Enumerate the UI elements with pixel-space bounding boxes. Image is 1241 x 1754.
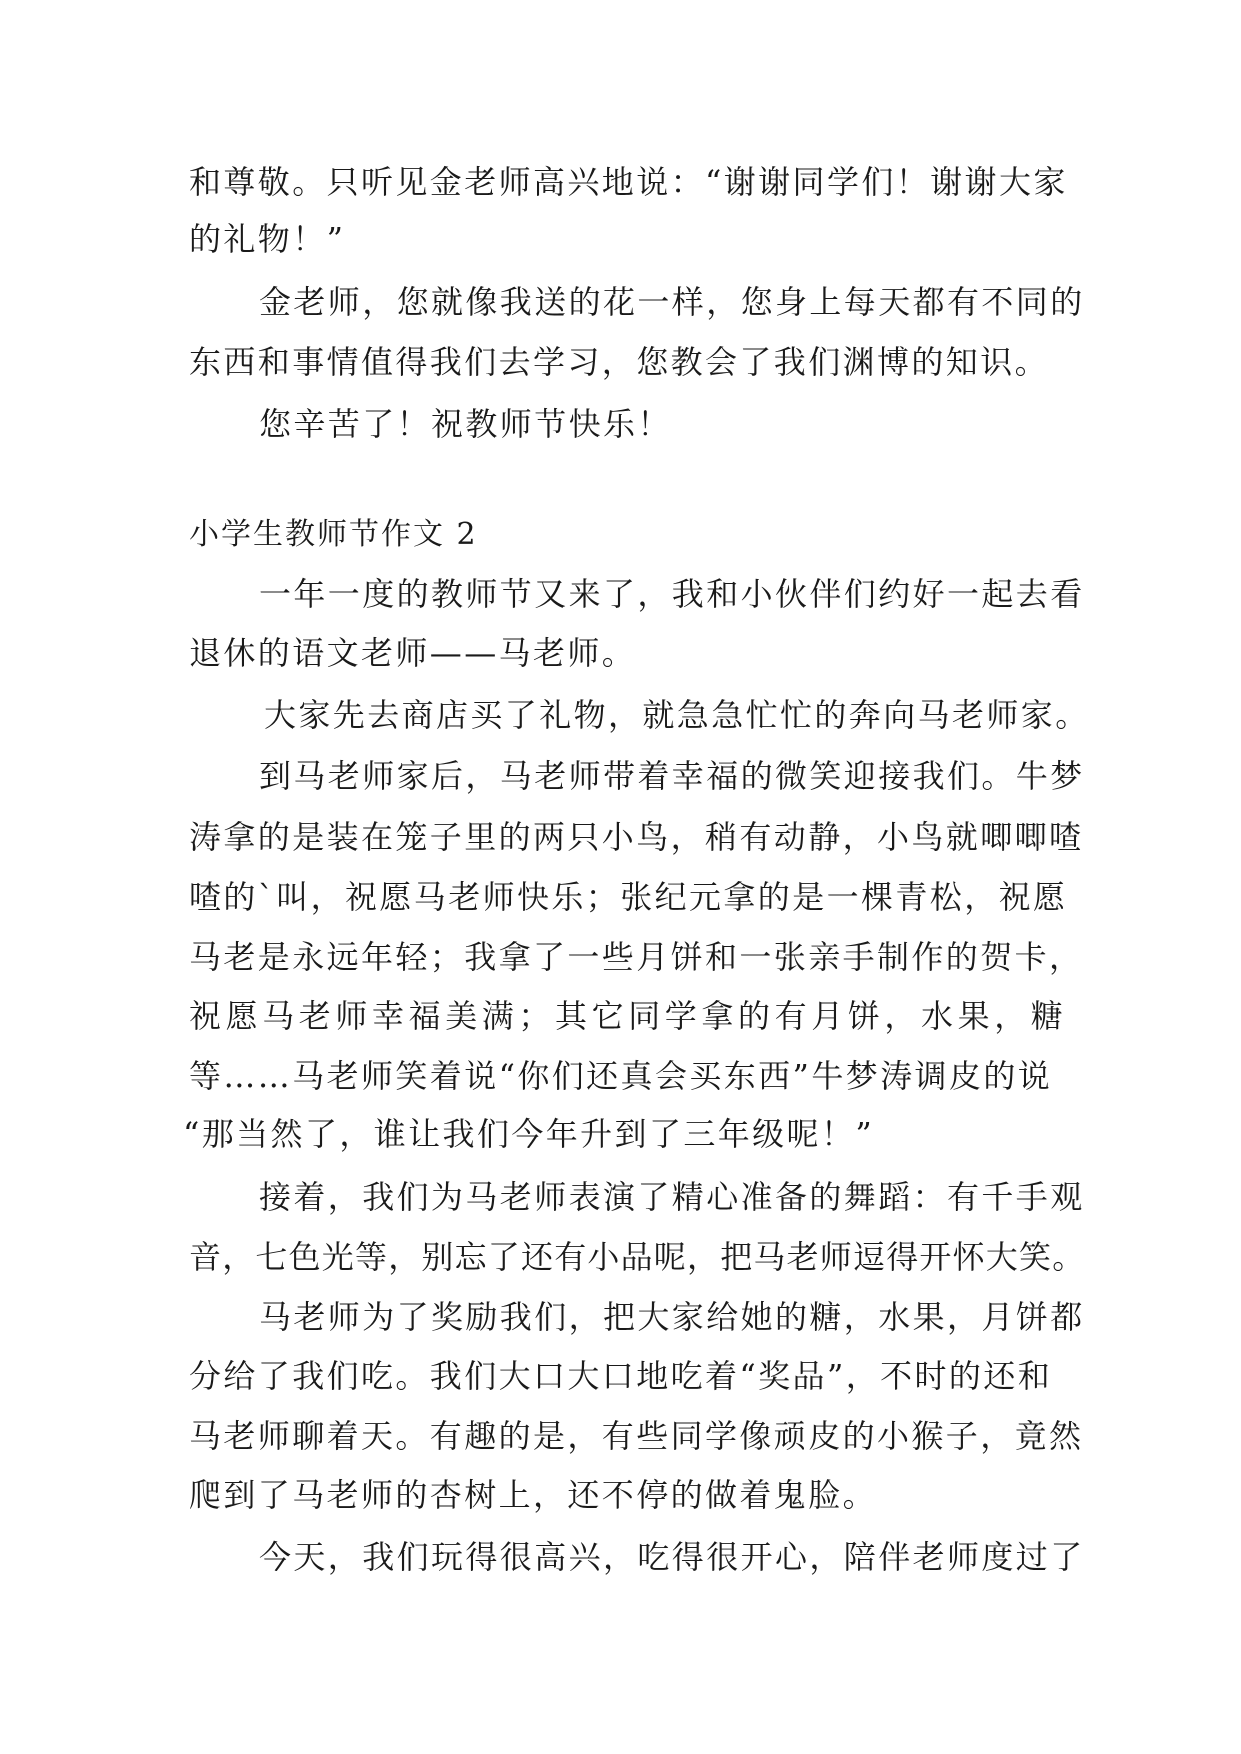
text-line: 祝愿马老师幸福美满；其它同学拿的有月饼，水果，糖 — [189, 997, 1068, 1035]
text-line: 您辛苦了！祝教师节快乐！ — [259, 405, 672, 443]
text-line: 金老师，您就像我送的花一样，您身上每天都有不同的 — [259, 283, 1085, 321]
text-line: 等……马老师笑着说“你们还真会买东西”牛梦涛调皮的说 — [189, 1057, 1053, 1095]
text-line: 和尊敬。只听见金老师高兴地说：“谢谢同学们！谢谢大家 — [189, 163, 1068, 201]
text-line: 今天，我们玩得很高兴，吃得很开心，陪伴老师度过了 — [259, 1538, 1085, 1576]
text-line: 爬到了马老师的杏树上，还不停的做着鬼脸。 — [189, 1476, 878, 1514]
text-line: 马老师聊着天。有趣的是，有些同学像顽皮的小猴子，竟然 — [189, 1417, 1084, 1455]
text-line: 涛拿的是装在笼子里的两只小鸟，稍有动静，小鸟就唧唧喳 — [189, 818, 1084, 856]
text-line: 到马老师家后，马老师带着幸福的微笑迎接我们。牛梦 — [259, 757, 1085, 795]
section-title: 小学生教师节作文 2 — [189, 517, 478, 552]
text-line: 大家先去商店买了礼物，就急急忙忙的奔向马老师家。 — [264, 696, 1090, 734]
text-line: 喳的`叫，祝愿马老师快乐；张纪元拿的是一棵青松，祝愿 — [189, 878, 1068, 916]
text-line: 分给了我们吃。我们大口大口地吃着“奖品”，不时的还和 — [189, 1357, 1053, 1395]
text-line: 音，七色光等，别忘了还有小品呢，把马老师逗得开怀大笑。 — [189, 1238, 1086, 1276]
text-line: 马老师为了奖励我们，把大家给她的糖，水果，月饼都 — [259, 1298, 1085, 1336]
text-line: 接着，我们为马老师表演了精心准备的舞蹈：有千手观 — [259, 1178, 1085, 1216]
text-line: 退休的语文老师——马老师。 — [189, 634, 637, 672]
text-line: 的礼物！” — [189, 220, 346, 258]
text-line: 东西和事情值得我们去学习，您教会了我们渊博的知识。 — [189, 343, 1050, 381]
text-line: “那当然了，谁让我们今年升到了三年级呢！” — [183, 1115, 875, 1153]
text-line: 一年一度的教师节又来了，我和小伙伴们约好一起去看 — [259, 575, 1085, 613]
text-line: 马老是永远年轻；我拿了一些月饼和一张亲手制作的贺卡， — [189, 938, 1084, 976]
